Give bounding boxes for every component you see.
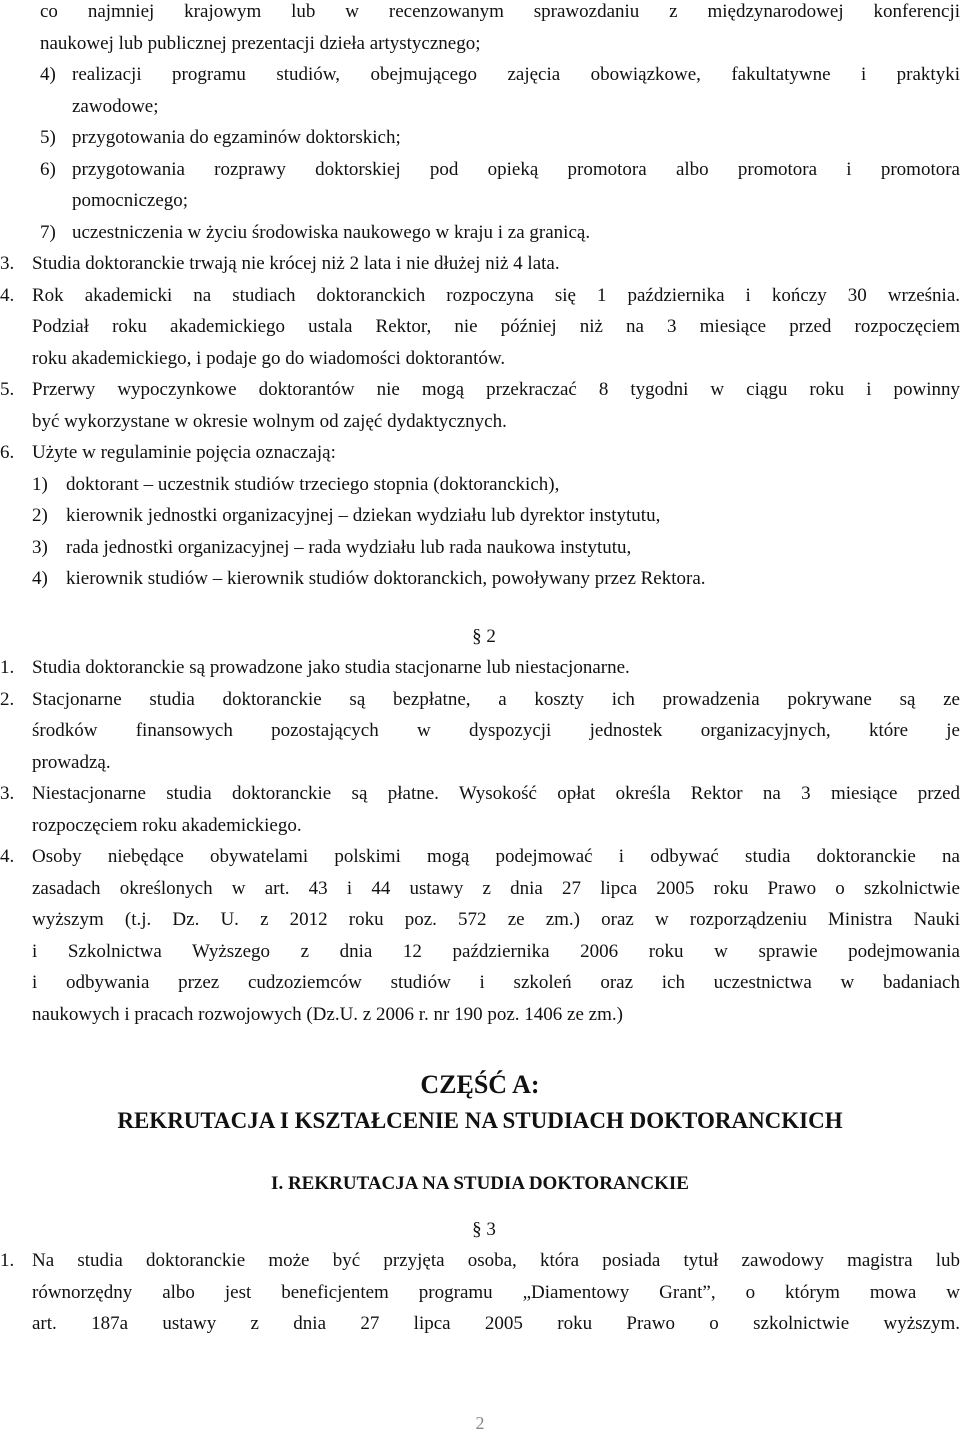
point-number: 3.: [0, 253, 15, 274]
numbered-point: [0, 841, 960, 1030]
numbered-point: [0, 778, 960, 841]
text-line: Przerwy wypoczynkowe doktorantów nie mogą przekraczać 8 tygodni w ciągu roku i powinny: [32, 379, 960, 400]
list-item: [0, 154, 960, 217]
section-sign-3: § 3: [472, 1218, 496, 1240]
definition-text: kierownik studiów – kierownik studiów doktoranckich, powoływany przez Rektora.: [66, 568, 706, 589]
text-line: Studia doktoranckie są prowadzone jako studia stacjonarne lub niestacjonarne.: [32, 657, 630, 678]
text-line: Stacjonarne studia doktoranckie są bezpłatne, a koszty ich prowadzenia pokrywane są ze: [32, 688, 960, 710]
list-number: 7): [40, 221, 56, 243]
part-subtitle: REKRUTACJA I KSZTAŁCENIE NA STUDIACH DOKTORANCKICH: [117, 1108, 843, 1133]
point-number: 4.: [0, 284, 15, 306]
text-line: realizacji programu studiów, obejmującego zajęcia obowiązkowe, fakultatywne i praktyki: [72, 64, 960, 85]
list-number: 6): [40, 158, 56, 180]
text-line: zasadach określonych w art. 43 i 44 ustawy z dnia 27 lipca 2005 roku Prawo o szkolnictwie: [32, 877, 960, 899]
text-line: art. 187a ustawy z dnia 27 lipca 2005 roku Prawo o szkolnictwie wyższym.: [32, 1313, 960, 1334]
text-line: i Szkolnictwa Wyższego z dnia 12 października 2006 roku w sprawie podejmowania: [32, 940, 960, 962]
point-number: 3.: [0, 783, 15, 804]
part-title: CZĘŚĆ A:: [420, 1070, 540, 1099]
definition-text: kierownik jednostki organizacyjnej – dziekan wydziału lub dyrektor instytutu,: [66, 505, 661, 526]
definition-item: [0, 469, 960, 501]
numbered-point: [0, 437, 960, 469]
definition-number: 4): [32, 568, 48, 589]
page-number: 2: [475, 1413, 485, 1433]
text-line: Studia doktoranckie trwają nie krócej niż 2 lata i nie dłużej niż 4 lata.: [32, 253, 560, 274]
text-line: naukowej lub publicznej prezentacji dzieła artystycznego;: [40, 32, 481, 54]
text-line: prowadzą.: [32, 751, 111, 773]
text-line: przygotowania rozprawy doktorskiej pod opieką promotora albo promotora i promotora: [72, 158, 960, 180]
definition-text: rada jednostki organizacyjnej – rada wydziału lub rada naukowa instytutu,: [66, 536, 632, 558]
point-number: 4.: [0, 846, 15, 867]
numbered-point: [0, 684, 960, 779]
definition-item: [0, 563, 960, 595]
text-line: zawodowe;: [72, 95, 159, 117]
text-line: i odbywania przez cudzoziemców studiów i szkoleń oraz ich uczestnictwa w badaniach: [32, 972, 960, 993]
definition-item: [0, 500, 960, 532]
section-sign-2: § 2: [472, 625, 496, 647]
text-line: Rok akademicki na studiach doktoranckich rozpoczyna się 1 października i kończy 30 września.: [32, 284, 960, 306]
intro-text: [0, 0, 960, 59]
definition-text: doktorant – uczestnik studiów trzeciego stopnia (doktoranckich),: [66, 473, 560, 495]
text-line: Podział roku akademickiego ustala Rektor, nie później niż na 3 miesiące przed rozpoczęciem: [32, 316, 960, 337]
definition-item: [0, 532, 960, 564]
list-item: [0, 217, 960, 249]
definition-number: 1): [32, 473, 48, 495]
text-line: rozpoczęciem roku akademickiego.: [32, 814, 302, 836]
numbered-point: [0, 652, 960, 684]
text-line: co najmniej krajowym lub w recenzowanym sprawozdaniu z międzynarodowej konferencji: [40, 1, 960, 22]
list-item: [0, 59, 960, 122]
point-number: 1.: [0, 1250, 15, 1271]
text-line: Użyte w regulaminie pojęcia oznaczają:: [32, 442, 336, 463]
text-line: roku akademickiego, i podaje go do wiadomości doktorantów.: [32, 347, 506, 369]
numbered-point: [0, 1245, 960, 1340]
numbered-point: [0, 280, 960, 375]
chapter-title: I. REKRUTACJA NA STUDIA DOKTORANCKIE: [271, 1173, 689, 1194]
text-line: wyższym (t.j. Dz. U. z 2012 roku poz. 572 ze zm.) oraz w rozporządzeniu Ministra Nauki: [32, 909, 960, 930]
text-line: równorzędny albo jest beneficjentem programu „Diamentowy Grant”, o którym mowa w: [32, 1281, 960, 1303]
text-line: naukowych i pracach rozwojowych (Dz.U. z 2006 r. nr 190 poz. 1406 ze zm.): [32, 1003, 623, 1025]
point-number: 6.: [0, 442, 15, 463]
list-number: 5): [40, 127, 56, 148]
list-number: 4): [40, 64, 56, 85]
point-number: 1.: [0, 657, 15, 678]
text-line: być wykorzystane w okresie wolnym od zajęć dydaktycznych.: [32, 410, 507, 432]
text-line: środków finansowych pozostających w dyspozycji jednostek organizacyjnych, które je: [32, 720, 960, 741]
list-item: [0, 122, 960, 154]
text-line: Osoby niebędące obywatelami polskimi mogą podejmować i odbywać studia doktoranckie na: [32, 846, 960, 867]
definition-number: 2): [32, 505, 48, 526]
text-line: Niestacjonarne studia doktoranckie są płatne. Wysokość opłat określa Rektor na 3 miesiące przed: [32, 783, 960, 804]
text-line: przygotowania do egzaminów doktorskich;: [72, 127, 401, 148]
point-number: 5.: [0, 379, 15, 400]
text-line: pomocniczego;: [72, 190, 189, 211]
definition-number: 3): [32, 536, 48, 558]
text-line: uczestniczenia w życiu środowiska naukowego w kraju i za granicą.: [72, 221, 591, 243]
numbered-point: [0, 374, 960, 437]
point-number: 2.: [0, 688, 15, 710]
numbered-point: [0, 248, 960, 280]
text-line: Na studia doktoranckie może być przyjęta osoba, która posiada tytuł zawodowy magistra lub: [32, 1250, 960, 1271]
